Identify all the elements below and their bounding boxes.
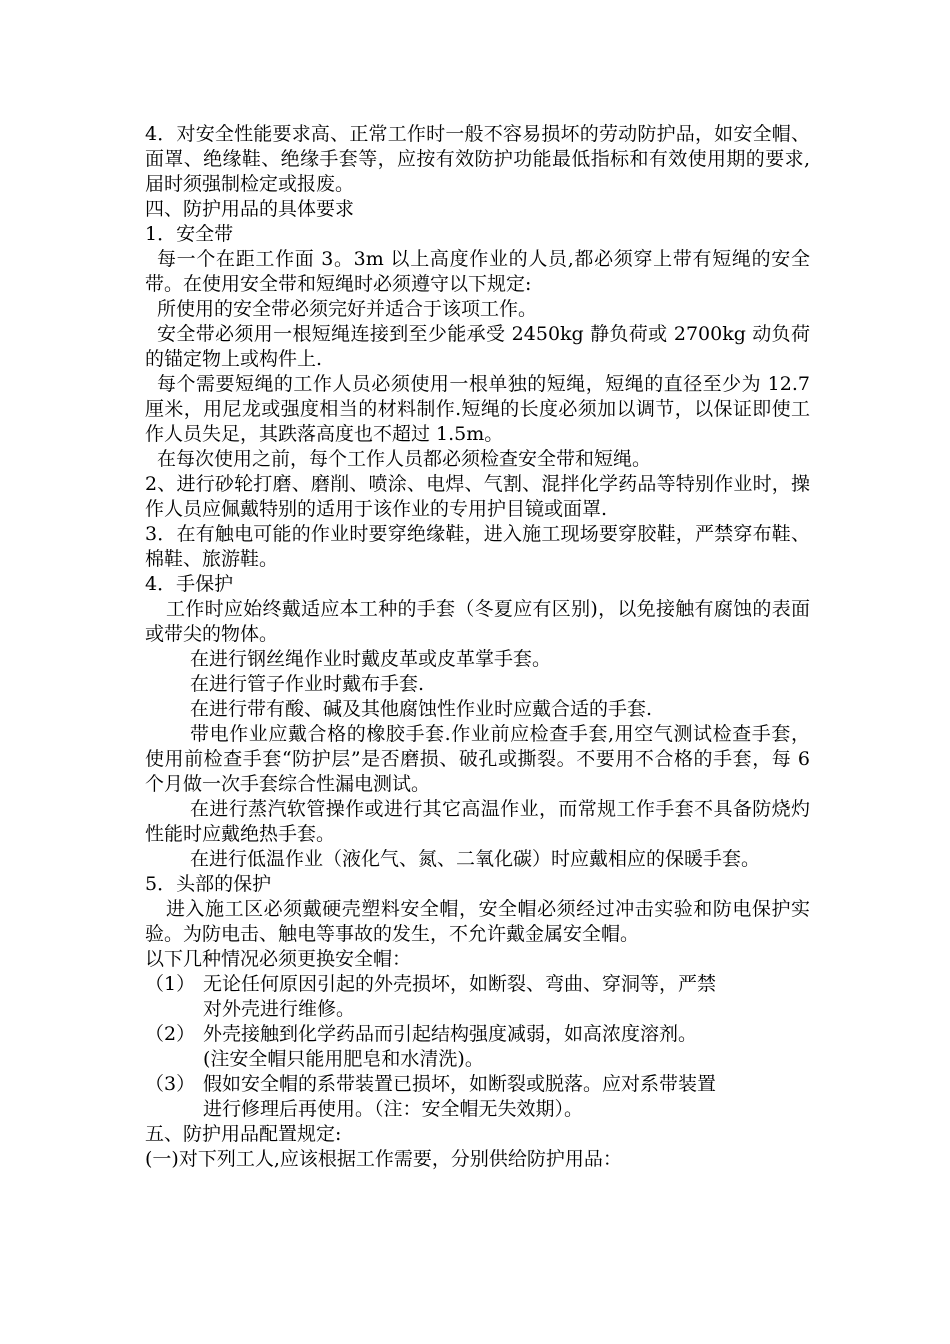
section-heading-5: 五、防护用品配置规定:	[145, 1123, 342, 1145]
paragraph-lanyard: 每个需要短绳的工作人员必须使用一根单独的短绳，短绳的直径至少为 12.7 厘米，用尼龙或强度相当的材料制作.短绳的长度必须加以调节，以保证即使工作人员失足，其跌落高度也不超过 1.5m。	[145, 373, 810, 445]
list-item	[145, 1022, 810, 1072]
paragraph-check-before-use: 在每次使用之前，每个工作人员都必须检查安全带和短绳。	[157, 448, 652, 470]
list-item-text: 外壳接触到化学药品而引起结构强度减弱，如高浓度溶剂。	[203, 1023, 698, 1045]
paragraph-gloves-general: 工作时应始终戴适应本工种的手套（冬夏应有区别)，以免接触有腐蚀的表面或带尖的物体。	[145, 598, 810, 645]
list-item-number: （3）	[145, 1073, 196, 1095]
list-item	[145, 972, 810, 1022]
paragraph-belt-condition: 所使用的安全带必须完好并适合于该项工作。	[157, 298, 538, 320]
subheading-safety-belt: 1．安全带	[145, 223, 234, 245]
list-item-text: 无论任何原因引起的外壳损坏，如断裂、弯曲、穿洞等，严禁	[203, 973, 717, 995]
subheading-head-protection: 5．头部的保护	[145, 873, 272, 895]
paragraph-footwear: 3．在有触电可能的作业时要穿绝缘鞋，进入施工现场要穿胶鞋，严禁穿布鞋、棉鞋、旅游鞋。	[145, 523, 810, 570]
list-item-continuation: (注安全帽只能用肥皂和水清洗)。	[203, 1048, 484, 1070]
list-item-continuation: 进行修理后再使用。（注：安全帽无失效期）。	[203, 1098, 584, 1120]
paragraph-eye-protection: 2、进行砂轮打磨、磨削、喷涂、电焊、气割、混拌化学药品等特别作业时，操作人员应佩戴特别的适用于该作业的专用护目镜或面罩.	[145, 473, 810, 520]
list-item	[145, 1072, 810, 1122]
paragraph-belt-anchor: 安全带必须用一根短绳连接到至少能承受 2450kg 静负荷或 2700kg 动负荷的锚定物上或构件上.	[145, 323, 810, 370]
list-item-text: 假如安全帽的系带装置已损坏，如断裂或脱落。应对系带装置	[203, 1073, 717, 1095]
subheading-hand-protection: 4．手保护	[145, 573, 234, 595]
paragraph-cold-gloves: 在进行低温作业（液化气、氮、二氧化碳）时应戴相应的保暖手套。	[190, 848, 761, 870]
list-item-number: （2）	[145, 1023, 196, 1045]
paragraph-pipe-gloves: 在进行管子作业时戴布手套.	[190, 673, 425, 695]
paragraph-hard-hat: 进入施工区必须戴硬壳塑料安全帽，安全帽必须经过冲击实验和防电保护实验。为防电击、触电等事故的发生，不允许戴金属安全帽。	[145, 898, 810, 945]
paragraph-workers-supply: (一)对下列工人,应该根据工作需要，分别供给防护用品：	[145, 1148, 622, 1170]
list-item-number: （1）	[145, 973, 196, 995]
list-item-continuation: 对外壳进行维修。	[203, 998, 356, 1020]
paragraph-corrosive-gloves: 在进行带有酸、碱及其他腐蚀性作业时应戴合适的手套.	[190, 698, 653, 720]
paragraph-rubber-gloves: 带电作业应戴合格的橡胶手套.作业前应检查手套,用空气测试检查手套，使用前检查手套“防护层”是否磨损、破孔或撕裂。不要用不合格的手套，每 6 个月做一次手套综合性漏电测试。	[145, 723, 810, 795]
section-heading-4: 四、防护用品的具体要求	[145, 198, 355, 220]
paragraph-replace-helmet: 以下几种情况必须更换安全帽：	[145, 948, 412, 970]
document-page	[145, 122, 810, 1172]
helmet-replacement-list	[145, 972, 810, 1122]
paragraph-wire-rope-gloves: 在进行钢丝绳作业时戴皮革或皮革掌手套。	[190, 648, 552, 670]
paragraph-ppe-inspection: 4．对安全性能要求高、正常工作时一般不容易损坏的劳动防护品，如安全帽、面罩、绝缘鞋、绝缘手套等，应按有效防护功能最低指标和有效使用期的要求,届时须强制检定或报废。	[145, 123, 810, 195]
paragraph-safety-belt-rule: 每一个在距工作面 3。3m 以上高度作业的人员,都必须穿上带有短绳的安全带。在使用安全带和短绳时必须遵守以下规定:	[145, 248, 810, 295]
paragraph-heat-gloves: 在进行蒸汽软管操作或进行其它高温作业，而常规工作手套不具备防烧灼性能时应戴绝热手套。	[145, 798, 810, 845]
